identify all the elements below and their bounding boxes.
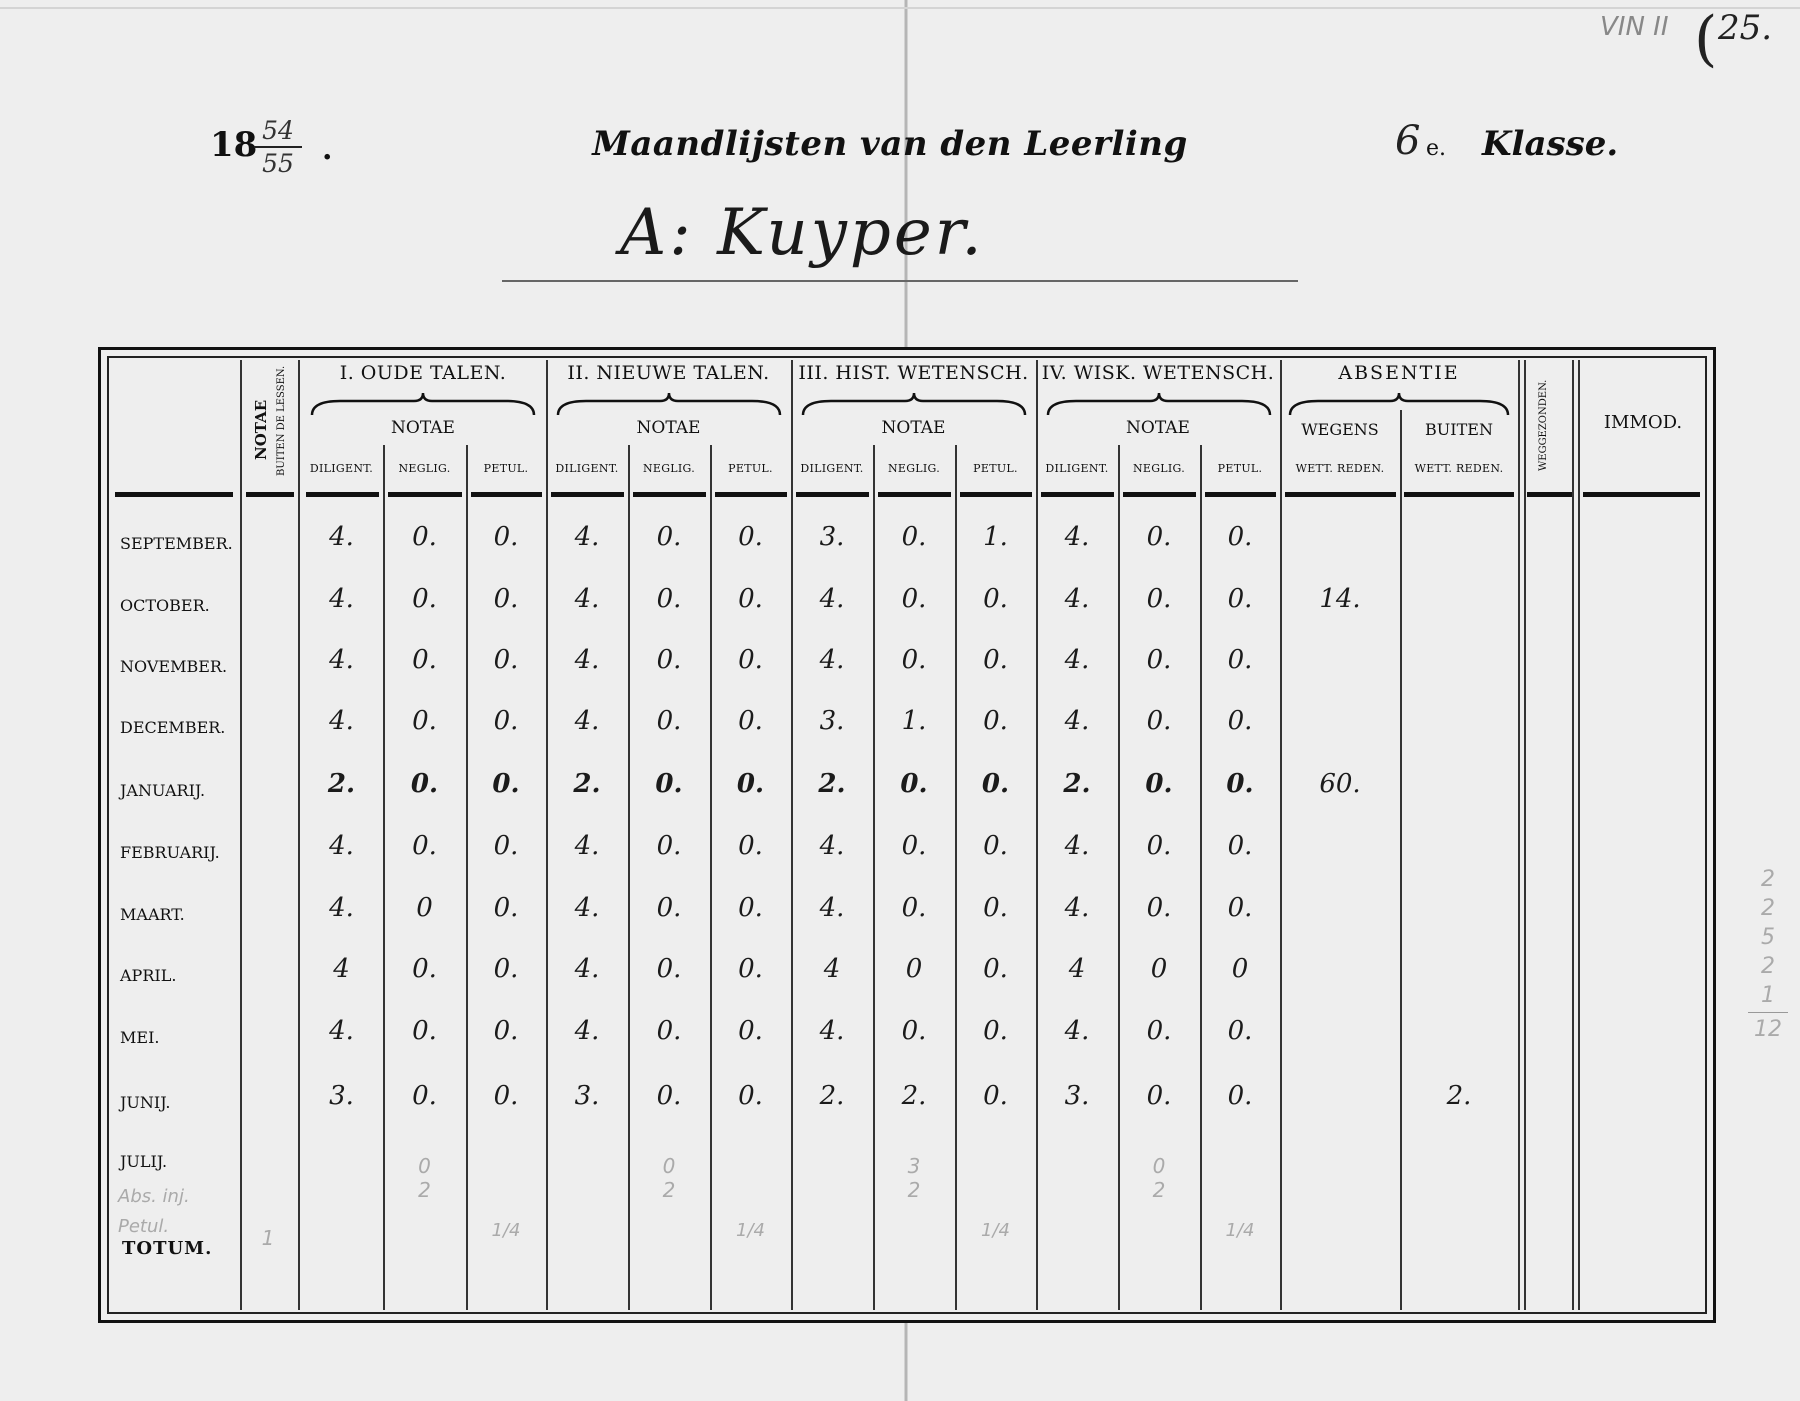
brace-nieuwe-talen (556, 393, 782, 419)
grade-cell: 0. (1227, 1016, 1253, 1046)
sub-column-neglig: NEGLIG. (398, 462, 451, 475)
grade-cell: 0. (1227, 831, 1253, 861)
absentie-buiten-reden: WETT. REDEN. (1414, 462, 1504, 475)
grade-cell: 2. (1063, 769, 1091, 799)
grade-cell: 0. (493, 893, 519, 923)
pencil-julij-top: 0 (662, 1154, 676, 1178)
grade-cell: 4. (574, 893, 600, 923)
grade-cell: 0. (493, 584, 519, 614)
group-hist-wetensch: III. HIST. WETENSCH. (798, 362, 1029, 384)
header-rule (1527, 492, 1572, 497)
grade-cell: 0. (738, 893, 763, 923)
month-label: APRIL. (120, 966, 177, 985)
margin-note-2: 2 (1761, 896, 1775, 921)
grade-cell: 0. (1145, 769, 1173, 799)
sub-column-petul: PETUL. (728, 462, 773, 475)
grade-cell: 4. (574, 522, 600, 552)
column-divider (1200, 445, 1202, 1310)
grade-cell: 0. (1146, 706, 1172, 736)
header-rule (715, 492, 787, 497)
grade-cell: 0. (412, 522, 437, 552)
margin-note-4: 2 (1761, 954, 1775, 979)
sub-column-petul: PETUL. (1217, 462, 1263, 475)
header-rule (1205, 492, 1276, 497)
grade-cell: 4 (333, 954, 350, 984)
grade-cell: 4. (1064, 645, 1090, 675)
year-bottom: 55 (262, 149, 294, 178)
grade-cell: 4. (1064, 893, 1090, 923)
grade-cell: 0. (738, 645, 763, 675)
brace-absentie (1288, 393, 1510, 419)
sub-column-petul: PETUL. (483, 462, 529, 475)
header-rule (633, 492, 706, 497)
grade-cell: 0. (901, 893, 927, 923)
grade-cell: 0. (1146, 831, 1172, 861)
column-divider (1578, 360, 1580, 1310)
grade-cell: 0. (1226, 769, 1254, 799)
grade-cell: 0. (656, 893, 682, 923)
grade-cell: 0. (1146, 645, 1172, 675)
header-rule (878, 492, 951, 497)
grade-cell: 0. (900, 769, 928, 799)
grade-cell: 1. (901, 706, 927, 736)
pencil-totum-petul: 1/4 (491, 1220, 521, 1241)
grade-cell: 0. (493, 645, 519, 675)
column-divider (1524, 360, 1526, 1310)
grade-cell: 3. (1064, 1081, 1090, 1111)
grade-cell: 0. (1227, 1081, 1253, 1111)
group-absentie: ABSENTIE (1338, 362, 1460, 384)
pencil-row-note-2: Petul. (118, 1216, 170, 1237)
grade-cell: 0. (981, 769, 1010, 799)
grade-cell: 4. (329, 1016, 354, 1046)
grade-cell: 2. (818, 769, 846, 799)
margin-pencil-notes (1748, 865, 1788, 1044)
margin-note-3: 5 (1761, 925, 1775, 950)
pencil-totum-petul: 1/4 (1225, 1220, 1255, 1241)
grade-cell: 0. (656, 954, 682, 984)
sub-column-neglig: NEGLIG. (1132, 462, 1186, 475)
column-divider (1400, 410, 1402, 1310)
notae-label-3: NOTAE (881, 418, 946, 438)
archive-mark: VIN II (1600, 12, 1669, 42)
grade-cell: 0. (983, 1081, 1008, 1111)
grade-cell: 0. (983, 584, 1008, 614)
header-rule (1404, 492, 1514, 497)
grade-cell: 0. (901, 645, 927, 675)
grade-cell: 4. (1064, 584, 1090, 614)
grade-cell: 4. (574, 706, 600, 736)
grade-cell: 0. (656, 1081, 682, 1111)
column-divider (1572, 360, 1574, 1310)
fraction-bar (254, 146, 302, 148)
pencil-totum-notae: 1 (261, 1226, 275, 1250)
year-top: 54 (262, 116, 294, 145)
grade-cell: 0. (412, 1081, 437, 1111)
brace-wisk-wetensch (1046, 393, 1272, 419)
grade-cell: 3. (574, 1081, 600, 1111)
grade-cell: 0. (983, 1016, 1008, 1046)
notae-buiten-subtitle: BUITEN DE LESSEN. (276, 365, 287, 477)
column-divider (466, 445, 468, 1310)
sub-column-petul: PETUL. (973, 462, 1018, 475)
student-name: A: Kuyper. (620, 196, 985, 270)
grade-cell: 0. (1146, 1016, 1172, 1046)
grade-cell: 4. (329, 645, 354, 675)
grade-cell: 0 (905, 954, 923, 984)
page-number-paren: ( (1694, 4, 1718, 74)
month-label: FEBRUARIJ. (120, 843, 220, 862)
month-label: DECEMBER. (120, 718, 226, 737)
grade-cell: 0. (983, 645, 1008, 675)
sub-column-neglig: NEGLIG. (887, 462, 941, 475)
grade-cell: 0. (901, 584, 927, 614)
header-rule (1583, 492, 1700, 497)
grade-cell: 0. (493, 522, 519, 552)
margin-note-6: 12 (1754, 1017, 1782, 1042)
brace-oude-talen (310, 393, 536, 419)
grade-cell: 0. (412, 706, 437, 736)
grade-cell: 2. (819, 1081, 845, 1111)
notae-label-2: NOTAE (636, 418, 701, 438)
group-nieuwe-talen: II. NIEUWE TALEN. (567, 362, 770, 384)
column-divider (1280, 360, 1282, 1310)
grade-cell: 0. (901, 831, 927, 861)
grade-cell: 2. (573, 769, 601, 799)
margin-note-1: 2 (1761, 867, 1775, 892)
grade-cell: 0. (656, 645, 682, 675)
header-rule (1123, 492, 1196, 497)
name-underline (502, 280, 1298, 282)
grade-cell: 0. (412, 954, 437, 984)
grade-cell: 0. (656, 831, 682, 861)
grade-cell: 2. (327, 769, 356, 799)
grade-cell: 0. (738, 584, 763, 614)
grade-cell: 4. (574, 954, 600, 984)
month-label: JANUARIJ. (120, 781, 206, 800)
header-rule (115, 492, 233, 497)
grade-cell: 0. (1227, 522, 1253, 552)
klasse-number: 6 (1395, 118, 1421, 164)
totum-label: TOTUM. (122, 1238, 213, 1259)
grade-cell: 0. (493, 706, 519, 736)
grade-cell: 4. (819, 645, 845, 675)
sub-column-neglig: NEGLIG. (642, 462, 696, 475)
pencil-julij-top: 0 (418, 1154, 431, 1178)
absentie-buiten: BUITEN (1425, 420, 1493, 439)
grade-cell: 4. (574, 831, 600, 861)
group-wisk-wetensch: IV. WISK. WETENSCH. (1041, 362, 1275, 384)
month-label: MEI. (120, 1028, 160, 1047)
grade-cell: 0 (1231, 954, 1249, 984)
header-rule (960, 492, 1032, 497)
grade-cell: 1. (983, 522, 1008, 552)
header-rule (1285, 492, 1396, 497)
column-divider (710, 445, 712, 1310)
year-suffix: . (322, 132, 333, 167)
grade-cell: 4. (1064, 522, 1090, 552)
klasse-suffix: e. (1426, 136, 1447, 161)
absentie-wegens-cell: 60. (1319, 769, 1361, 799)
grade-cell: 0. (901, 1016, 927, 1046)
grade-cell: 0. (1227, 706, 1253, 736)
grade-cell: 4 (1068, 954, 1086, 984)
grade-cell: 4. (574, 1016, 600, 1046)
grade-cell: 4. (329, 584, 354, 614)
column-divider (240, 360, 242, 1310)
sub-column-diligent: DILIGENT. (555, 462, 619, 475)
header-rule (388, 492, 462, 497)
grade-cell: 4. (819, 893, 845, 923)
klasse-label: Klasse. (1482, 124, 1619, 164)
pencil-julij-bottom: 2 (907, 1178, 921, 1202)
page-number: 25. (1718, 8, 1773, 48)
year-prefix: 18 (210, 125, 258, 165)
grade-cell: 0. (738, 522, 763, 552)
grade-cell: 4. (329, 522, 354, 552)
grade-cell: 0. (656, 706, 682, 736)
grade-cell: 0. (410, 769, 439, 799)
notae-label-1: NOTAE (391, 418, 455, 438)
pencil-julij-bottom: 2 (1152, 1178, 1166, 1202)
grade-cell: 0. (412, 831, 437, 861)
header-rule (1041, 492, 1114, 497)
grade-cell: 4. (819, 584, 845, 614)
grade-cell: 4 (823, 954, 841, 984)
pencil-julij-top: 0 (1152, 1154, 1166, 1178)
grade-cell: 0. (901, 522, 927, 552)
month-label: MAART. (120, 905, 185, 924)
grade-cell: 4. (1064, 706, 1090, 736)
school-year-fraction (254, 118, 302, 176)
grade-cell: 0. (412, 645, 437, 675)
grade-cell: 0. (493, 831, 519, 861)
grade-cell: 4. (574, 645, 600, 675)
group-oude-talen: I. OUDE TALEN. (339, 362, 507, 384)
grade-cell: 0. (983, 831, 1008, 861)
grade-cell: 0. (1146, 584, 1172, 614)
grade-cell: 0. (655, 769, 683, 799)
grade-cell: 0. (1146, 893, 1172, 923)
pencil-julij-bottom: 2 (662, 1178, 676, 1202)
grade-cell: 0. (493, 1016, 519, 1046)
notae-buiten-title: NOTAE (252, 399, 270, 461)
grade-cell: 0. (1227, 893, 1253, 923)
grade-cell: 0. (738, 706, 763, 736)
header-rule (796, 492, 869, 497)
grade-cell: 4. (574, 584, 600, 614)
grade-cell: 4. (329, 706, 354, 736)
grade-cell: 3. (819, 706, 845, 736)
sub-column-diligent: DILIGENT. (309, 462, 374, 475)
grade-cell: 0 (1150, 954, 1168, 984)
brace-hist-wetensch (801, 393, 1027, 419)
absentie-buiten-cell: 2. (1446, 1081, 1472, 1111)
grade-cell: 0. (656, 522, 682, 552)
sub-column-diligent: DILIGENT. (1045, 462, 1109, 475)
pencil-julij-bottom: 2 (418, 1178, 431, 1202)
margin-sum-line (1748, 1012, 1788, 1013)
grade-cell: 0. (656, 584, 682, 614)
absentie-wegens-reden: WETT. REDEN. (1295, 462, 1385, 475)
grade-cell: 3. (819, 522, 845, 552)
grade-cell: 0. (738, 1081, 763, 1111)
header-rule (551, 492, 624, 497)
pencil-row-note-1: Abs. inj. (118, 1186, 190, 1207)
grade-cell: 0. (738, 1016, 763, 1046)
grade-cell: 4. (819, 1016, 845, 1046)
grade-cell: 0. (738, 954, 763, 984)
header-rule (246, 492, 294, 497)
header-rule (471, 492, 542, 497)
column-divider (955, 445, 957, 1310)
grade-cell: 4. (329, 893, 354, 923)
notae-label-4: NOTAE (1126, 418, 1190, 438)
grade-cell: 0. (412, 1016, 437, 1046)
weggezonden-header: WEGGEZONDEN. (1538, 379, 1549, 471)
pencil-totum-petul: 1/4 (981, 1220, 1010, 1241)
grade-cell: 0. (1146, 1081, 1172, 1111)
grade-cell: 0. (493, 954, 519, 984)
grade-cell: 0. (983, 706, 1008, 736)
column-divider (1518, 360, 1520, 1310)
grade-cell: 3. (329, 1081, 354, 1111)
grade-cell: 2. (901, 1081, 927, 1111)
grade-cell: 4. (819, 831, 845, 861)
grade-cell: 0. (1146, 522, 1172, 552)
grade-cell: 4. (1064, 1016, 1090, 1046)
grade-cell: 0. (412, 584, 437, 614)
month-label: NOVEMBER. (120, 657, 228, 676)
grade-cell: 0. (656, 1016, 682, 1046)
margin-note-5: 1 (1761, 983, 1775, 1008)
immod-header: IMMOD. (1603, 412, 1683, 433)
month-label: JUNIJ. (120, 1093, 171, 1112)
grade-cell: 0. (493, 1081, 519, 1111)
month-label: OCTOBER. (120, 596, 210, 615)
month-label: JULIJ. (120, 1152, 168, 1171)
grade-cell: 4. (1064, 831, 1090, 861)
pencil-totum-petul: 1/4 (736, 1220, 765, 1241)
pencil-julij-top: 3 (907, 1154, 921, 1178)
grade-cell: 0 (416, 893, 433, 923)
header-rule (306, 492, 379, 497)
grade-cell: 0. (983, 954, 1008, 984)
grade-cell: 0. (738, 831, 763, 861)
grade-cell: 0. (492, 769, 520, 799)
grade-cell: 0. (736, 769, 765, 799)
grade-cell: 4. (329, 831, 354, 861)
absentie-wegens-cell: 14. (1319, 584, 1361, 614)
month-label: SEPTEMBER. (120, 534, 233, 553)
absentie-wegens: WEGENS (1301, 420, 1379, 439)
grade-cell: 0. (1227, 645, 1253, 675)
sub-column-diligent: DILIGENT. (800, 462, 864, 475)
grade-cell: 0. (983, 893, 1008, 923)
page-title: Maandlijsten van den Leerling (592, 124, 1188, 164)
grade-cell: 0. (1227, 584, 1253, 614)
